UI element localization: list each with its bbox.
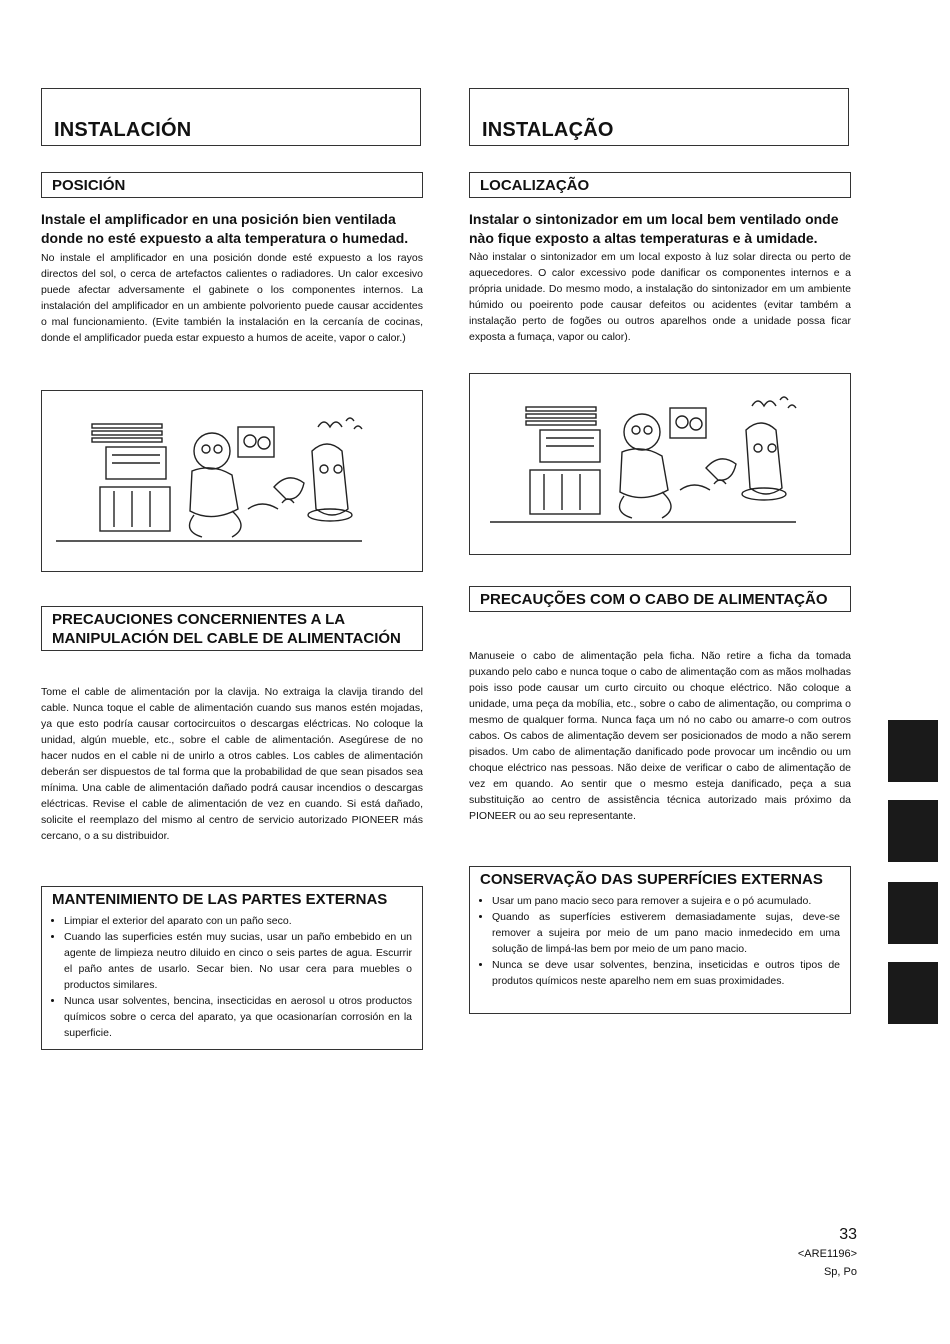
power-cable-heading: PRECAUÇÕES COM O CABO DE ALIMENTAÇÃO <box>469 586 851 612</box>
position-heading: POSICIÓN <box>41 172 423 198</box>
page-number: 33 <box>839 1226 857 1243</box>
position-body: Nào instalar o sintonizador em um local exposto à luz solar directa ou perto de aquecedores. O calor excessivo pode danificar os componentes internos e a própria unidade. Do mesmo modo, a instalação do sintonizador em um ambiente húmido ou poeirento pode causar defeitos ou acidentes (evitar também a instalação perto de fogões ou outros aparelhos onde a unidade possa ficar exposta a fumaça, vapor ou calor). <box>469 251 851 343</box>
list-item: • Quando as superfícies estiverem demasiadamente sujas, deve-se remover a sujeira por meio de um pano macio inmedecido em uma solução de limpá-las bem por meio de um pano macio. <box>492 909 840 957</box>
maintenance-box <box>41 886 423 1050</box>
main-title: INSTALACIÓN <box>41 88 421 146</box>
installation-illustration <box>41 390 423 572</box>
thumb-tab-2 <box>888 800 938 862</box>
document-code: <ARE1196> <box>797 1248 857 1260</box>
position-lead: Instale el amplificador en una posición bien ventilada donde no esté expuesto a alta temperatura o humedad. <box>41 211 409 246</box>
list-item: • Nunca se deve usar solventes, benzina, inseticidas e outros tipos de produtos químicos neste aparelho nem em suas proximidades. <box>492 957 840 989</box>
illustration-graphic <box>470 374 850 554</box>
power-cable-body: Manuseie o cabo de alimentação pela ficha. Não retire a ficha da tomada puxando pelo cabo e nunca toque o cabo de alimentação com as mãos molhadas pois isso pode causar um curto circuito ou choque eléctrico. Não coloque a unidade, uma peça da mobília, etc., sobre o cabo de alimentação, ou comprima o mesmo de qualquer forma. Nunca faça um nó no cabo ou amarre-o com outros cabos. Os cabos de alimentação devem ser posicionados de modo a não serem pisados. Um cabo de alimentação danificado pode provocar um incêndio ou um choque eléctrico nas pessoas. Não deixe de verificar o cabo de alimentação de vez em quando. Ao sentir que o mesmo esteja danificado, peça a sua substituição ao centro de assistência técnica autorizado mais próximo da PIONEER ou ao seu representante. <box>469 650 851 822</box>
position-heading: LOCALIZAÇÃO <box>469 172 851 198</box>
language-codes: Sp, Po <box>823 1266 857 1278</box>
power-cable-body: Tome el cable de alimentación por la clavija. No extraiga la clavija tirando del cable. Nunca toque el cable de alimentación cuando sus manos estén mojadas, ya que esto podría causar cortocircuitos o descargas eléctricas. No coloque la unidad, algún mueble, etc., sobre el cable de alimentación. Asegúrese de no hacer nudos en el cable ni de unirlo a otros cables. Los cables de alimentación deberán ser dispuestos de tal forma que la probabilidad de que sean pisados sea mínima. Una cable de alimentación dañado podrá causar incendios o descargas eléctricas. Revise el cable de alimentación de vez en cuando. Si está dañado, solicite el reemplazo del mismo al centro de servicio autorizado PIONEER más cercano, o a su distribuidor. <box>41 686 423 842</box>
maintenance-heading: CONSERVAÇÃO DAS SUPERFÍCIES EXTERNAS <box>480 871 823 888</box>
thumb-tab-3 <box>888 882 938 944</box>
maintenance-list <box>42 913 422 1041</box>
main-title: INSTALAÇÃO <box>469 88 849 146</box>
thumb-tab-4 <box>888 962 938 1024</box>
maintenance-list <box>470 893 850 989</box>
maintenance-heading: MANTENIMIENTO DE LAS PARTES EXTERNAS <box>52 891 388 908</box>
list-item: • Limpiar el exterior del aparato con un paño seco. <box>64 913 412 929</box>
power-cable-heading: PRECAUCIONES CONCERNIENTES A LA MANIPULACIÓN DEL CABLE DE ALIMENTACIÓN <box>41 606 423 651</box>
list-item: • Nunca usar solventes, bencina, insecticidas en aerosol u otros productos químicos sobre o cerca del aparato, ya que ocasionarían corrosión en la superficie. <box>64 993 412 1041</box>
illustration-graphic <box>42 391 422 571</box>
installation-illustration <box>469 373 851 555</box>
position-body: No instale el amplificador en una posición donde esté expuesto a los rayos directos del sol, o cerca de artefactos calientes o radiadores. Un calor excesivo puede afectar adversamente el gabinete o los componentes internos. La instalación del amplificador en un ambiente polvoriento puede causar accidentes o mal funcionamiento. (Evite también la instalación en la cercanía de cocinas, donde el amplificador pueda estar expuesto a humos de aceite, vapor o calor.) <box>41 252 423 344</box>
list-item: • Cuando las superficies estén muy sucias, usar un paño embebido en un agente de limpieza neutro diluido en cinco o seis partes de agua. Escurrir el paño antes de usarlo. Secar bien. No usar cera para muebles o productos similares. <box>64 929 412 993</box>
thumb-tab-1 <box>888 720 938 782</box>
position-lead: Instalar o sintonizador em um local bem ventilado onde nào fique exposto a altas temperaturas e à umidade. <box>469 211 839 246</box>
maintenance-box <box>469 866 851 1014</box>
list-item: • Usar um pano macio seco para remover a sujeira e o pó acumulado. <box>492 893 840 909</box>
